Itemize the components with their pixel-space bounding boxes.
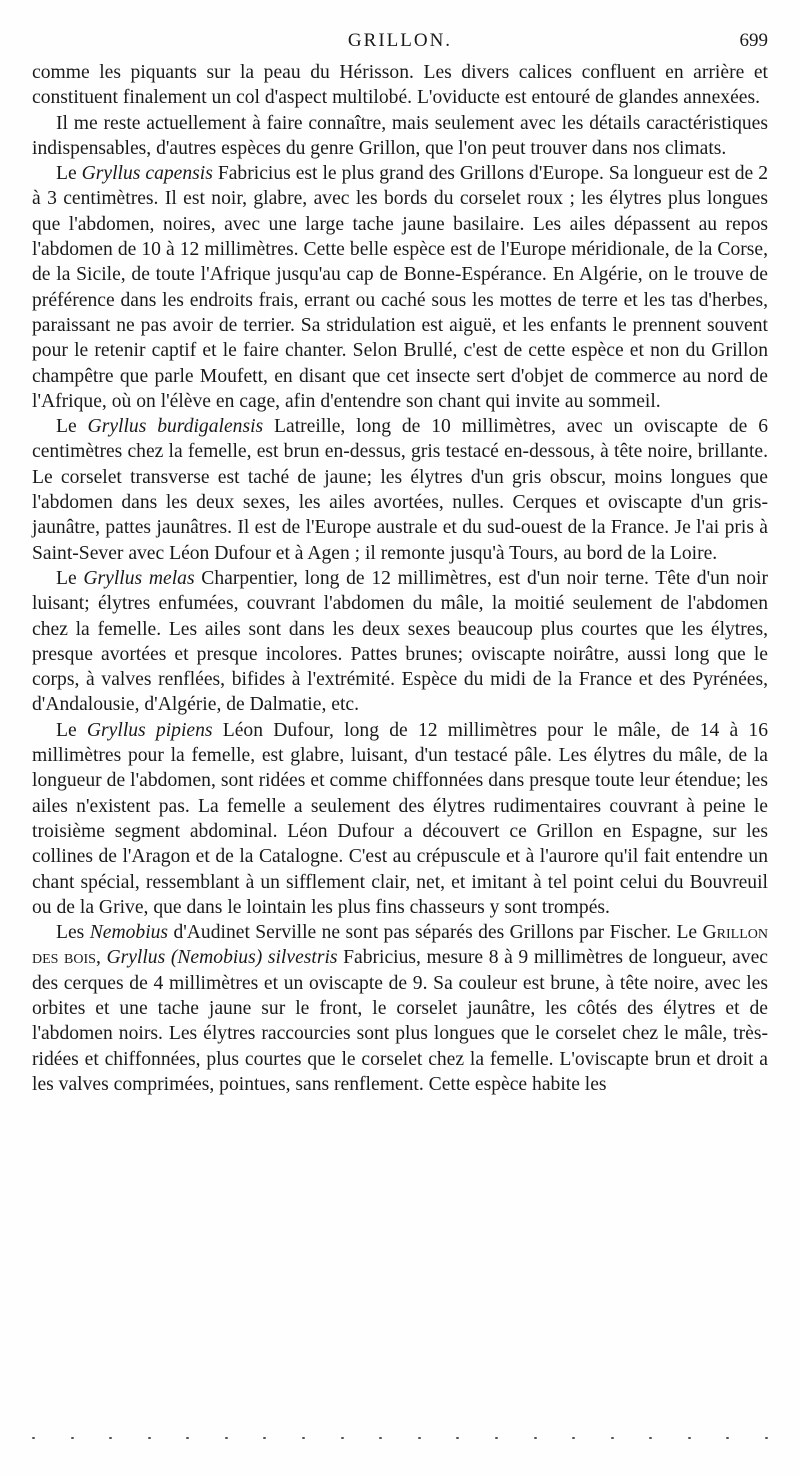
paragraph	[32, 111, 768, 162]
paragraph-continued	[32, 60, 768, 111]
genus-name: Nemobius	[89, 922, 169, 944]
text-run: Le	[56, 163, 82, 185]
text-run: Le	[56, 416, 88, 438]
common-name: Grillon des bois	[32, 922, 768, 969]
running-header	[32, 30, 768, 54]
paragraph-text: comme les piquants sur la peau du Hérisson. Les divers calices confluent en arrière et constituent finalement un col d'aspect multilobé. L'oviducte est entouré de glandes annexées.	[32, 62, 768, 109]
paragraph-nemobius	[32, 920, 768, 1097]
paragraph-gryllus-pipiens	[32, 718, 768, 920]
text-run: d'Audinet Serville ne sont pas séparés des Grillons par Fischer. Le	[168, 922, 703, 944]
species-name: Gryllus pipiens	[86, 719, 213, 741]
paragraph-text: Il me reste actuellement à faire connaître, mais seulement avec les détails caractéristiques indispensables, d'autres espèces du genre Grillon, que l'on peut trouver dans nos climats.	[32, 112, 768, 159]
text-run: Charpentier, long de 12 millimètres, est d'un noir terne. Tête d'un noir luisant; élytres enfumées, couvrant l'abdomen du mâle, la moitié seulement de l'abdomen chez la femelle. Les ailes sont dans les deux sexes beaucoup plus courtes que les élytres, presque avortées et presque incolores. Pattes brunes; oviscapte noirâtre, aussi long que le corps, à valves renflées, bifides à l'extrémité. Espèce du midi de la France et des Pyrénées, d'Andalousie, d'Algérie, de Dalmatie, etc.	[32, 567, 768, 716]
paragraph-gryllus-burdigalensis	[32, 414, 768, 566]
species-name: Gryllus melas	[83, 567, 195, 589]
species-name: Gryllus capensis	[81, 163, 213, 185]
text-run: Fabricius est le plus grand des Grillons d'Europe. Sa longueur est de 2 à 3 centimètres. Il est noir, glabre, avec les bords du corselet roux ; les élytres plus longues que l'abdomen, noires, avec une large tache jaune basilaire. Les ailes dépassent au repos l'abdomen de 10 à 12 millimètres. Cette belle espèce est de l'Europe méridionale, de la Corse, de la Sicile, de toute l'Afrique jusqu'au cap de Bonne-Espérance. En Algérie, on le trouve de préférence dans les endroits frais, errant ou caché sous les mottes de terre et les tas d'herbes, paraissant ne pas avoir de terrier. Sa stridulation est aiguë, et les enfants le prennent souvent pour le retenir captif et le faire chanter. Selon Brullé, c'est de cette espèce et non du Grillon champêtre que parle Moufett, en disant que cet insecte sert d'objet de commerce au nord de l'Afrique, où on l'élève en cage, afin d'entendre son chant qui invite au sommeil.	[32, 163, 768, 412]
running-title: GRILLON.	[347, 30, 453, 51]
print-artifact-dots	[32, 1436, 768, 1440]
text-run: Le	[56, 567, 84, 589]
text-run: Latreille, long de 10 millimètres, avec un oviscapte de 6 centimètres chez la femelle, est brun en-dessus, gris testacé en-dessous, à tête noire, brillante. Le corselet transverse est taché de jaune; les élytres d'un gris obscur, moins longues que l'abdomen dans les deux sexes, les ailes avortées, nulles. Cerques et oviscapte d'un gris-jaunâtre, pattes jaunâtres. Il est de l'Europe australe et du sud-ouest de la France. Je l'ai pris à Saint-Sever avec Léon Dufour et à Agen ; il remonte jusqu'à Tours, au bord de la Loire.	[32, 416, 768, 564]
text-run: Les	[56, 922, 90, 944]
paragraph-gryllus-melas	[32, 566, 768, 718]
text-run: ,	[95, 947, 107, 969]
paragraph-gryllus-capensis	[32, 161, 768, 414]
body-text	[32, 60, 768, 1097]
text-run: Le	[56, 719, 87, 741]
page-number: 699	[739, 30, 768, 51]
text-run: Léon Dufour, long de 12 millimètres pour le mâle, de 14 à 16 millimètres pour la femelle, est glabre, luisant, d'un testacé pâle. Les élytres du mâle, de la longueur de l'abdomen, sont ridées et comme chiffonnées dans presque toute leur étendue; les ailes n'existent pas. La femelle a seulement des élytres rudimentaires couvrant à peine le troisième segment abdominal. Léon Dufour a découvert ce Grillon en Espagne, sur les collines de l'Aragon et de la Catalogne. C'est au crépuscule et à l'aurore qu'il fait entendre un chant spécial, ressemblant à un sifflement clair, net, et imitant à tel point celui du Bouvreuil ou de la Grive, que dans le lointain les plus fins chasseurs y sont trompés.	[32, 719, 768, 918]
species-name: Gryllus (Nemobius) silvestris	[106, 947, 338, 969]
text-run: Fabricius, mesure 8 à 9 millimètres de longueur, avec des cerques de 4 millimètres et un oviscapte de 9. Sa couleur est brune, à tête noire, avec les orbites et une tache jaune sur le front, le corselet jaunâtre, les côtés des élytres et de l'abdomen noirs. Les élytres raccourcies sont plus longues que le corselet chez le mâle, très-ridées et chiffonnées, plus courtes que le corselet chez la femelle. L'oviscapte brun et droit a les valves comprimées, pointues, sans renflement. Cette espèce habite les	[32, 947, 769, 1095]
species-name: Gryllus burdigalensis	[87, 416, 264, 438]
